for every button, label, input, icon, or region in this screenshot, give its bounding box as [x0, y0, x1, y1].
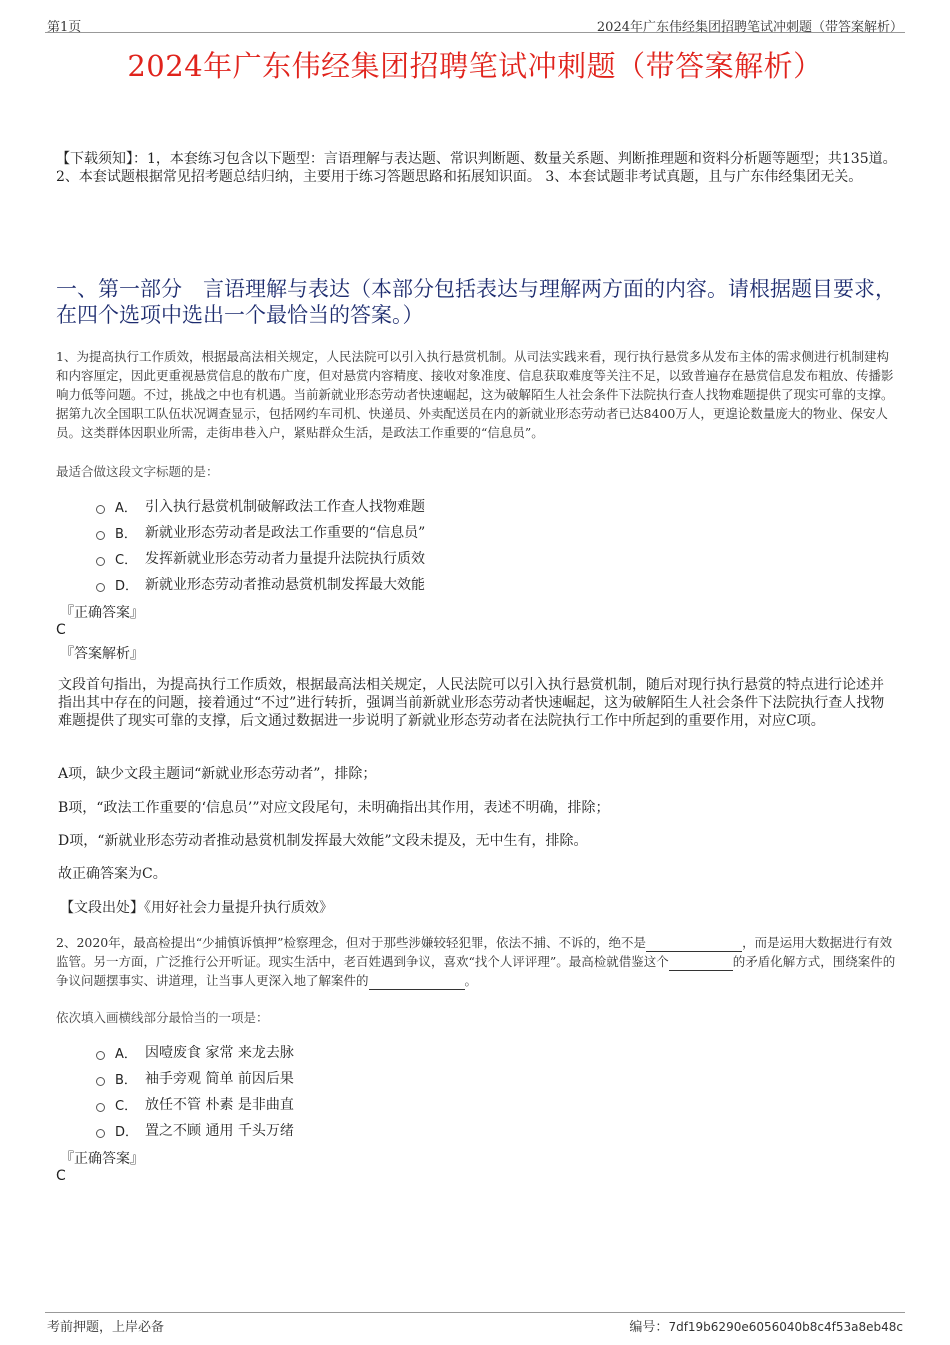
option-text: 袖手旁观 简单 前因后果 [145, 1071, 294, 1087]
option-text: 置之不顾 通用 千头万绪 [145, 1123, 294, 1139]
analysis-d-note: D项，“新就业形态劳动者推动悬赏机制发挥最大效能”文段未提及，无中生有，排除。 [58, 833, 588, 849]
question-1-prompt: 最适合做这段文字标题的是： [56, 464, 219, 479]
analysis-a-note: A项，缺少文段主题词“新就业形态劳动者”，排除； [58, 766, 377, 782]
option-d[interactable]: D． 新就业形态劳动者推动悬赏机制发挥最大效能 [96, 571, 425, 597]
page-header [45, 14, 905, 33]
analysis-conclusion: 故正确答案为C。 [58, 866, 167, 882]
fill-blank-1[interactable] [646, 939, 742, 952]
footer-slogan: 考前押题，上岸必备 [47, 1320, 165, 1335]
passage-source: 【文段出处】《用好社会力量提升执行质效》 [60, 900, 333, 916]
analysis-label: 『答案解析』 [60, 646, 144, 662]
radio-icon[interactable] [96, 583, 105, 592]
page-footer [45, 1312, 905, 1333]
option-c[interactable]: C． 发挥新就业形态劳动者力量提升法院执行质效 [96, 545, 425, 571]
radio-icon[interactable] [96, 1077, 105, 1086]
question-2-text: 2、2020年，最高检提出“少捕慎诉慎押”检察理念，但对于那些涉嫌较轻犯罪，依法不捕、不诉的，绝不是 ，而是运用大数据进行有效监管。另一方面，广泛推行公开听证。现实生活中，老百姓遇到争议，喜欢“找个人评评理”。最高检就借鉴这个 的矛盾化解方式，围绕案件的争议问题摆事实、讲道理，让当事人更深入地了解案件的 。 [56, 935, 896, 988]
page-number: 第1页 [47, 20, 82, 35]
analysis-text: 文段首句指出，为提高执行工作质效，根据最高法相关规定，人民法院可以引入执行悬赏机制，随后对现行执行悬赏的特点进行论述并指出其中存在的问题，接着通过“不过”进行转折，强调当前新就业形态劳动者快速崛起，这为破解陌生人社会条件下法院执行查人找物难题提供了现实可靠的支撑，后文通过数据进一步说明了新就业形态劳动者在法院执行工作中所起到的重要作用，对应C项。 [58, 677, 885, 729]
analysis-b-note: B项，“政法工作重要的‘信息员’”对应文段尾句，未明确指出其作用，表述不明确，排除； [58, 800, 610, 816]
document-code: 编号：7df19b6290e6056040b8c4f53a8eb48c [629, 1320, 903, 1335]
option-text: 新就业形态劳动者推动悬赏机制发挥最大效能 [145, 577, 425, 593]
fill-blank-3[interactable] [369, 977, 465, 990]
option-text: 新就业形态劳动者是政法工作重要的“信息员” [145, 525, 426, 541]
section-heading: 一、第一部分 言语理解与表达（本部分包括表达与理解两方面的内容。请根据题目要求，在四个选项中选出一个最恰当的答案。） [56, 277, 896, 327]
radio-icon[interactable] [96, 1129, 105, 1138]
correct-answer-label: 『正确答案』 [60, 605, 144, 621]
download-notice: 【下载须知】：1，本套练习包含以下题型：言语理解与表达题、常识判断题、数量关系题、判断推理题和资料分析题等题型；共135道。 2、本套试题根据常见招考题总结归纳，主要用于练习答题思路和拓展知识面。 3、本套试题非考试真题，且与广东伟经集团无关。 [56, 151, 897, 185]
option-b[interactable]: B． 袖手旁观 简单 前因后果 [96, 1065, 294, 1091]
radio-icon[interactable] [96, 531, 105, 540]
radio-icon[interactable] [96, 1051, 105, 1060]
option-b[interactable]: B． 新就业形态劳动者是政法工作重要的“信息员” [96, 519, 425, 545]
correct-answer-label: 『正确答案』 [60, 1151, 144, 1167]
option-text: 放任不管 朴素 是非曲直 [145, 1097, 294, 1113]
header-doc-title: 2024年广东伟经集团招聘笔试冲刺题（带答案解析） [596, 20, 903, 35]
correct-answer: C [56, 1168, 66, 1184]
radio-icon[interactable] [96, 1103, 105, 1112]
option-text: 因噎废食 家常 来龙去脉 [145, 1045, 294, 1061]
question-1-text: 1、为提高执行工作质效，根据最高法相关规定，人民法院可以引入执行悬赏机制。从司法实践来看，现行执行悬赏多从发布主体的需求侧进行机制建构和内容厘定，因此更重视悬赏信息的散布广度，但对悬赏内容精度、接收对象准度、信息获取难度等关注不足，以致普遍存在悬赏信息发布粗放、传播影响力低等问题。不过，挑战之中也有机遇。当前新就业形态劳动者快速崛起，这为破解陌生人社会条件下法院执行查人找物难题提供了现实可靠的支撑。据第九次全国职工队伍状况调查显示，包括网约车司机、快递员、外卖配送员在内的新就业形态劳动者已达8400万人，更遑论数量庞大的物业、保安人员。这类群体因职业所需，走街串巷入户，紧贴群众生活，是政法工作重要的“信息员”。 [56, 349, 894, 440]
fill-blank-2[interactable] [669, 958, 733, 971]
option-c[interactable]: C． 放任不管 朴素 是非曲直 [96, 1091, 294, 1117]
radio-icon[interactable] [96, 505, 105, 514]
radio-icon[interactable] [96, 557, 105, 566]
option-d[interactable]: D． 置之不顾 通用 千头万绪 [96, 1117, 294, 1143]
question-1-options [96, 493, 425, 597]
question-2-options [96, 1039, 294, 1143]
option-text: 引入执行悬赏机制破解政法工作查人找物难题 [145, 499, 425, 515]
option-text: 发挥新就业形态劳动者力量提升法院执行质效 [145, 551, 425, 567]
correct-answer: C [56, 622, 66, 638]
option-a[interactable]: A． 因噎废食 家常 来龙去脉 [96, 1039, 294, 1065]
document-title: 2024年广东伟经集团招聘笔试冲刺题（带答案解析） [127, 49, 823, 83]
option-a[interactable]: A． 引入执行悬赏机制破解政法工作查人找物难题 [96, 493, 425, 519]
question-2-prompt: 依次填入画横线部分最恰当的一项是： [56, 1010, 269, 1025]
